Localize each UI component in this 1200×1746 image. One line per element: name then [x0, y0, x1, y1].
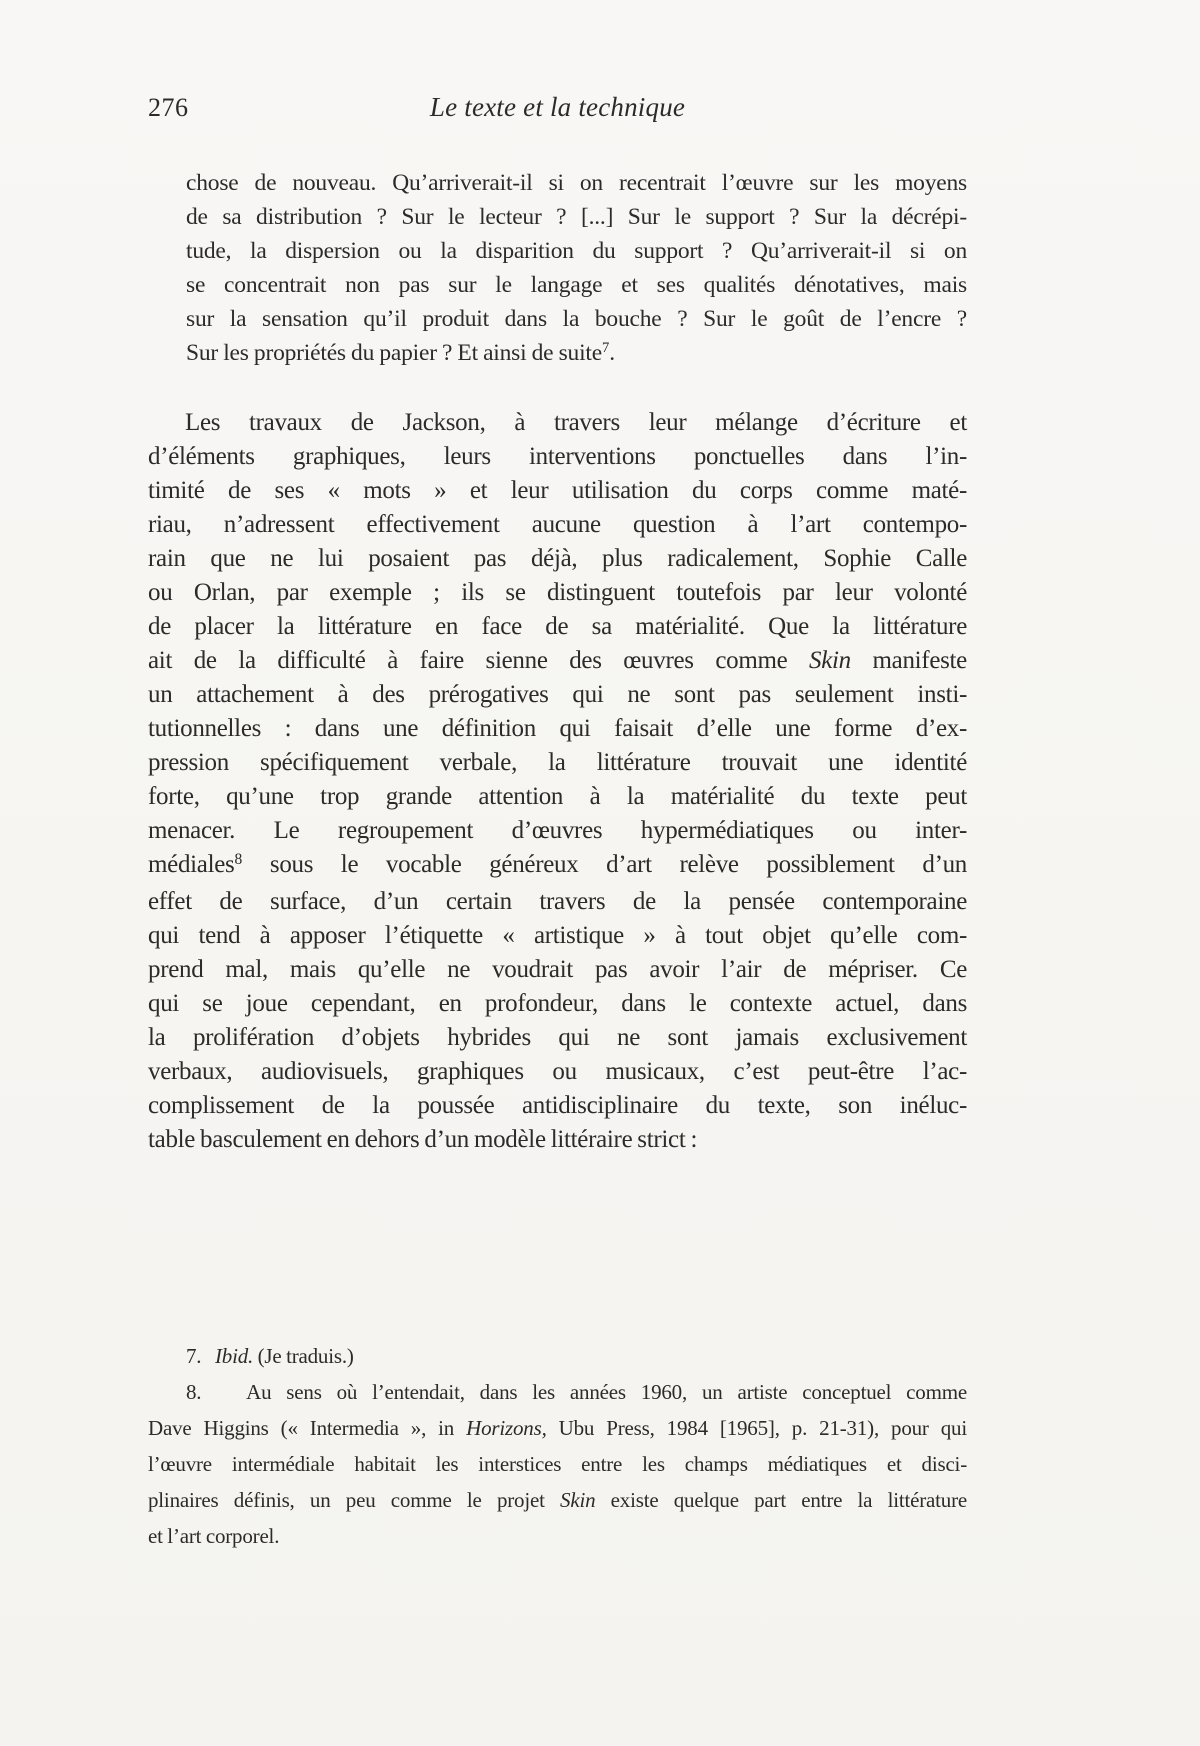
text-segment: menacer. Le regroupement d’œuvres hypermédiatiques ou inter-	[148, 817, 967, 844]
text-line	[186, 166, 967, 200]
text-line	[148, 746, 967, 780]
text-segment: verbaux, audiovisuels, graphiques ou musicaux, c’est peut-être l’ac-	[148, 1058, 967, 1085]
running-title: Le texte et la technique	[429, 92, 686, 122]
footnote-reference: 7	[601, 340, 610, 357]
text-line	[148, 848, 967, 885]
text-line	[148, 1374, 967, 1410]
footnote-7	[148, 1338, 967, 1374]
main-paragraph	[148, 406, 967, 1157]
text-line	[186, 200, 967, 234]
text-line	[148, 1446, 967, 1482]
text-segment: l’œuvre intermédiale habitait les interstices entre les champs médiatiques et disci-	[148, 1452, 967, 1476]
text-line	[148, 780, 967, 814]
text-line	[148, 576, 967, 610]
text-segment: sous le vocable généreux d’art relève possiblement d’un	[242, 851, 967, 878]
text-segment: Les travaux de Jackson, à travers leur mélange d’écriture et	[185, 409, 967, 436]
page-number: 276	[148, 93, 189, 122]
text-line	[186, 336, 967, 373]
block-quote	[186, 166, 967, 373]
text-line	[148, 1518, 967, 1554]
text-line	[148, 885, 967, 919]
text-line	[148, 508, 967, 542]
text-segment: de sa distribution ? Sur le lecteur ? [...] Sur le support ? Sur la décrépi-	[186, 204, 967, 230]
text-segment: ait de la difficulté à faire sienne des œuvres comme	[148, 647, 810, 674]
text-segment: Ibid.	[215, 1344, 254, 1368]
text-line	[148, 953, 967, 987]
text-segment: Skin	[809, 647, 851, 674]
text-line	[186, 268, 967, 302]
text-segment: la prolifération d’objets hybrides qui ne sont jamais exclusivement	[148, 1024, 967, 1051]
text-line	[148, 987, 967, 1021]
text-line	[148, 474, 967, 508]
text-line	[148, 814, 967, 848]
text-segment: qui tend à apposer l’étiquette « artistique » à tout objet qu’elle com-	[148, 922, 967, 949]
text-segment: table basculement en dehors d’un modèle littéraire strict :	[148, 1126, 698, 1153]
text-segment: se concentrait non pas sur le langage et ses qualités dénotatives, mais	[186, 272, 967, 298]
text-segment: un attachement à des prérogatives qui ne sont pas seulement insti-	[148, 681, 967, 708]
text-segment: effet de surface, d’un certain travers de la pensée contemporaine	[148, 888, 967, 915]
text-segment: pression spécifiquement verbale, la littérature trouvait une identité	[148, 749, 967, 776]
text-line	[186, 234, 967, 268]
text-line	[148, 1089, 967, 1123]
text-segment: Skin	[560, 1488, 596, 1512]
text-line	[148, 1123, 967, 1157]
text-line	[148, 678, 967, 712]
text-line	[148, 644, 967, 678]
footnote-reference: 8	[234, 850, 243, 868]
text-line	[148, 919, 967, 953]
text-segment: complissement de la poussée antidisciplinaire du texte, son inéluc-	[148, 1092, 967, 1119]
text-line	[148, 542, 967, 576]
text-segment: Sur les propriétés du papier ? Et ainsi de suite	[186, 340, 602, 366]
text-segment: Dave Higgins (« Intermedia », in	[148, 1416, 467, 1440]
text-segment: prend mal, mais qu’elle ne voudrait pas avoir l’air de mépriser. Ce	[148, 956, 967, 983]
text-segment: de placer la littérature en face de sa matérialité. Que la littérature	[148, 613, 967, 640]
text-segment: sur la sensation qu’il produit dans la bouche ? Sur le goût de l’encre ?	[186, 306, 967, 332]
text-segment: (Je traduis.)	[253, 1344, 354, 1368]
text-segment: Ubu Press, 1984 [1965], p. 21-31), pour qui	[546, 1416, 967, 1440]
text-segment: 8. Au sens où l’entendait, dans les années 1960, un artiste conceptuel comme	[186, 1380, 967, 1404]
text-line	[148, 1021, 967, 1055]
text-segment: riau, n’adressent effectivement aucune question à l’art contempo-	[148, 511, 967, 538]
text-segment: qui se joue cependant, en profondeur, dans le contexte actuel, dans	[148, 990, 967, 1017]
page-header	[148, 92, 967, 132]
text-line	[148, 1482, 967, 1518]
text-segment: tutionnelles : dans une définition qui faisait d’elle une forme d’ex-	[148, 715, 967, 742]
text-segment: rain que ne lui posaient pas déjà, plus radicalement, Sophie Calle	[148, 545, 967, 572]
text-segment: timité de ses « mots » et leur utilisation du corps comme maté-	[148, 477, 967, 504]
text-segment: 7.	[186, 1344, 216, 1368]
text-segment: Horizons,	[466, 1416, 547, 1440]
text-segment: existe quelque part entre la littérature	[595, 1488, 967, 1512]
footnote-8	[148, 1374, 967, 1554]
text-line	[186, 302, 967, 336]
text-segment: et l’art corporel.	[148, 1524, 280, 1548]
text-line	[148, 610, 967, 644]
text-line	[148, 406, 967, 440]
text-line	[148, 1338, 967, 1374]
text-segment: d’éléments graphiques, leurs interventions ponctuelles dans l’in-	[148, 443, 967, 470]
text-segment: plinaires définis, un peu comme le projet	[148, 1488, 561, 1512]
text-line	[148, 1410, 967, 1446]
text-segment: tude, la dispersion ou la disparition du support ? Qu’arriverait-il si on	[186, 238, 967, 264]
footnotes	[148, 1338, 967, 1554]
text-line	[148, 712, 967, 746]
text-segment: forte, qu’une trop grande attention à la matérialité du texte peut	[148, 783, 967, 810]
text-segment: chose de nouveau. Qu’arriverait-il si on recentrait l’œuvre sur les moyens	[186, 170, 967, 196]
text-segment: .	[609, 340, 615, 366]
text-segment: ou Orlan, par exemple ; ils se distinguent toutefois par leur volonté	[148, 579, 967, 606]
text-segment: médiales	[148, 851, 235, 878]
text-line	[148, 440, 967, 474]
text-segment: manifeste	[850, 647, 967, 674]
text-line	[148, 1055, 967, 1089]
